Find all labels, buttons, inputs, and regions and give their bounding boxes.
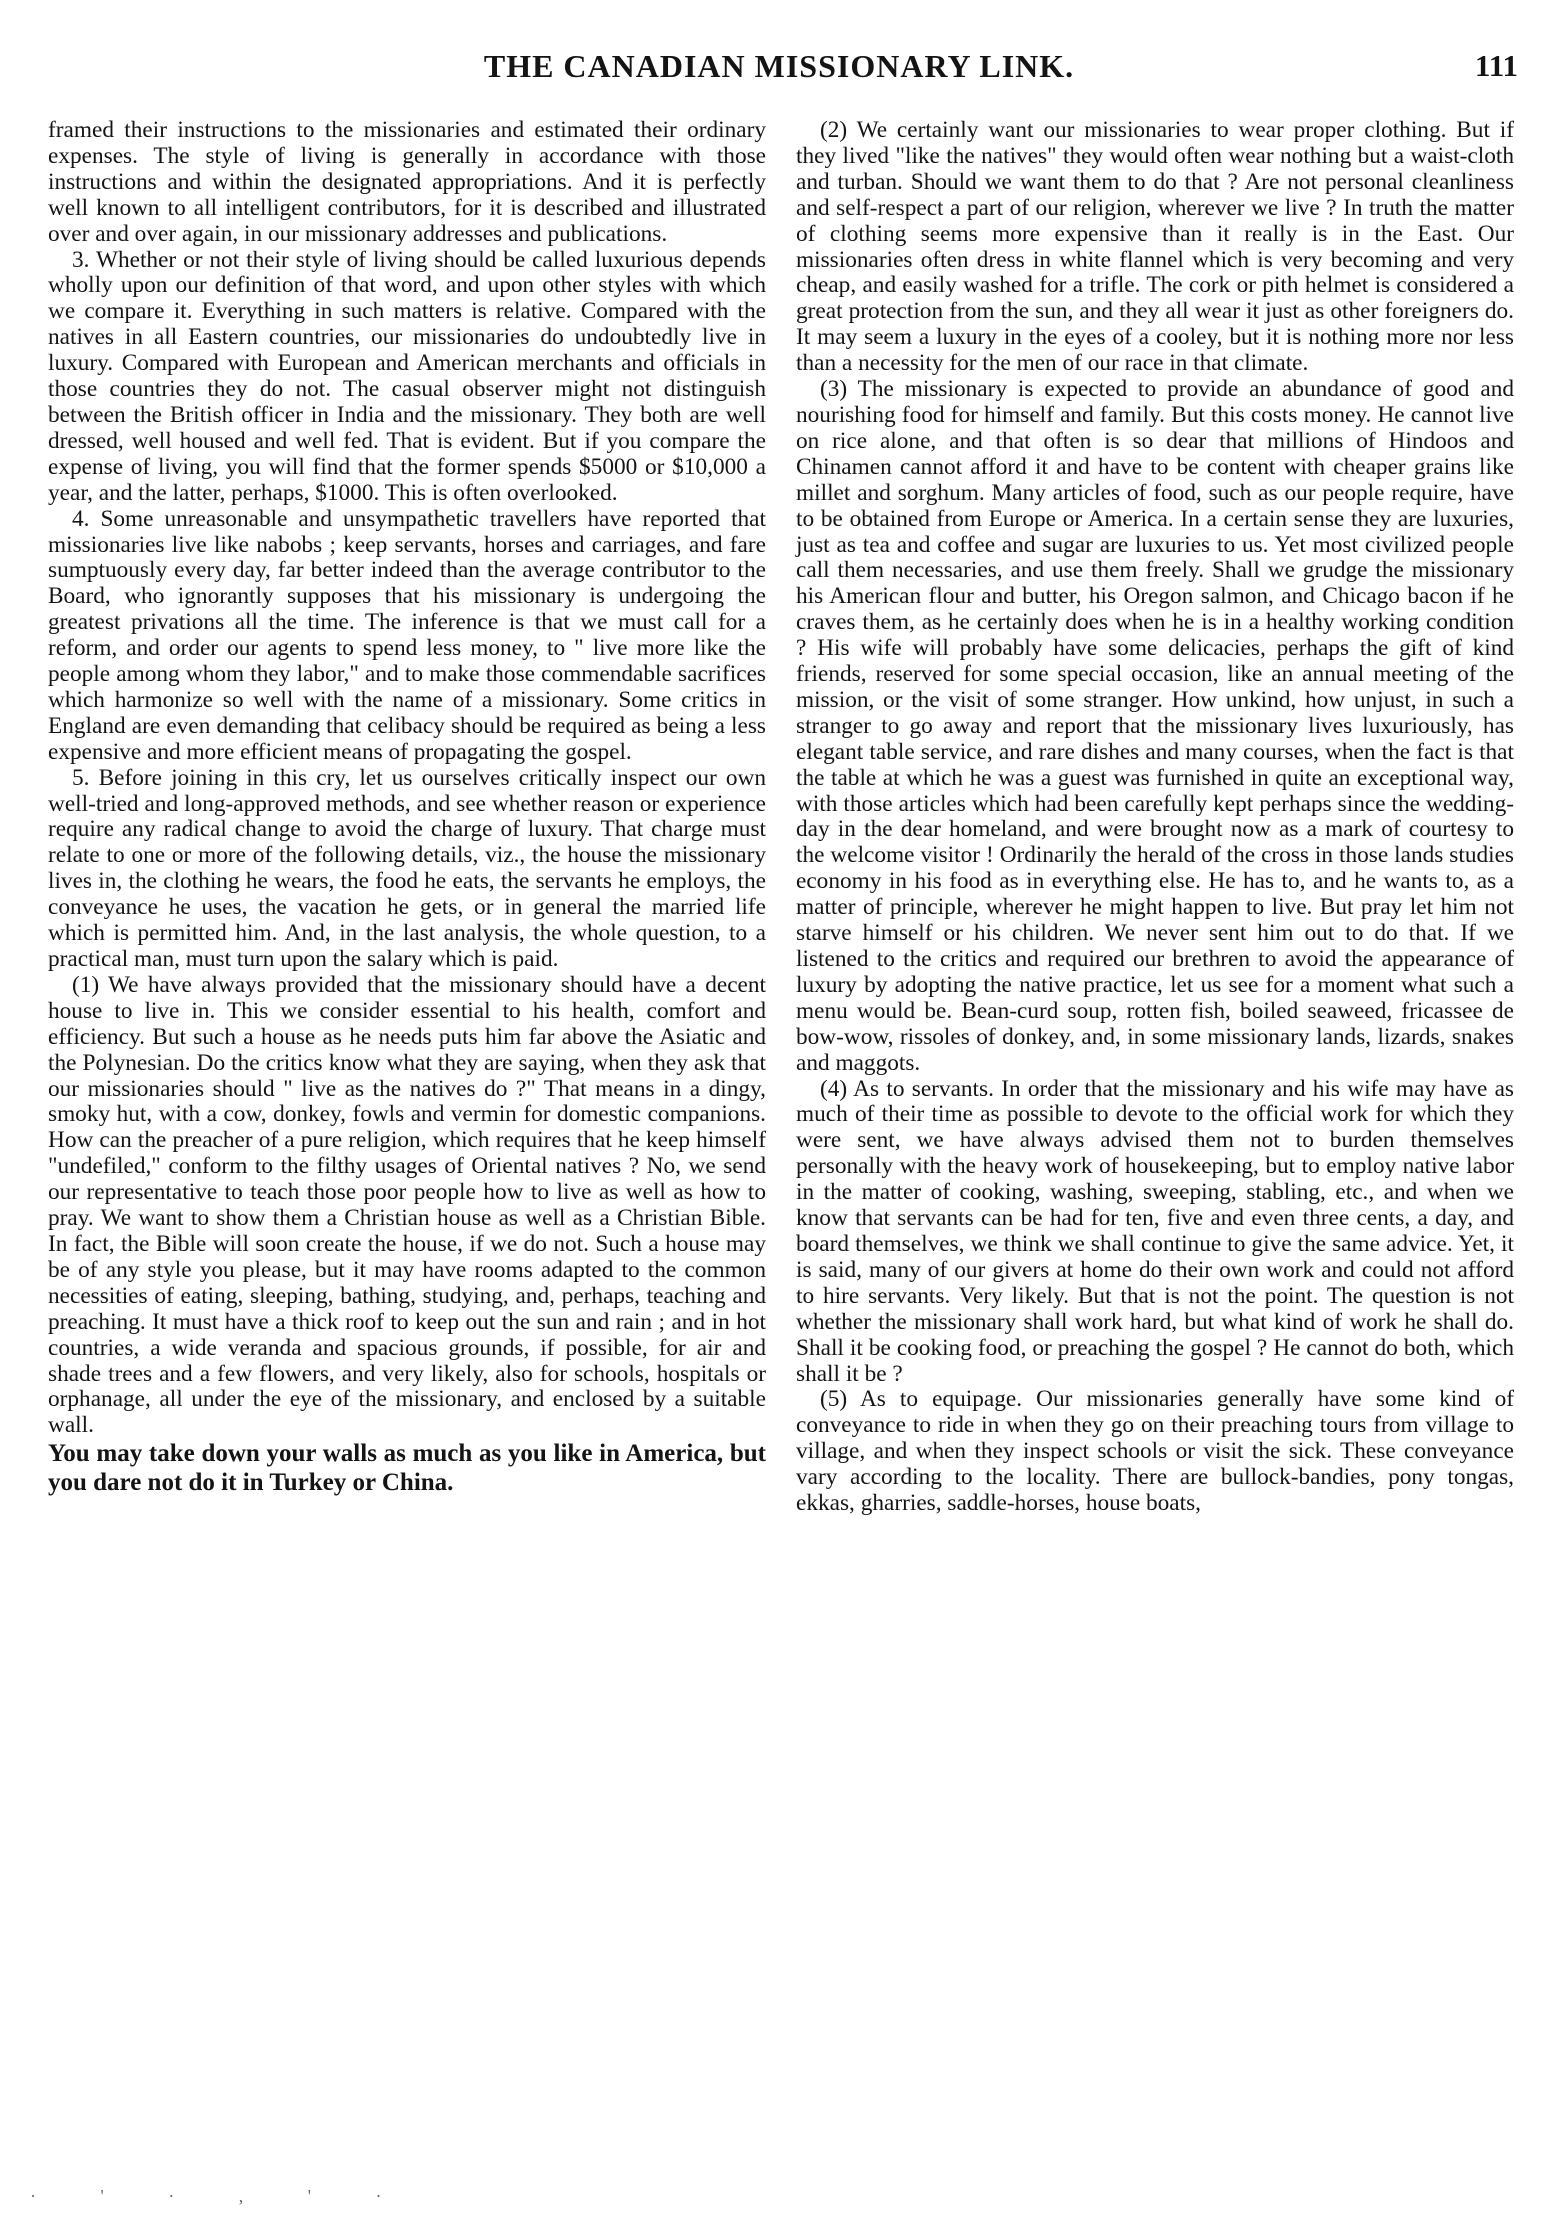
paragraph: (3) The missionary is expected to provide an abundance of good and nourishing food for himself and family. But this costs money. He cannot live on rice alone, and that often is so dear that millions of Hindoos and Chinamen cannot afford it and have to be content with cheaper grains like millet and sorghum. Many articles of food, such as our people require, have to be obtained from Europe or America. In a certain sense they are luxuries, just as tea and coffee and sugar are luxuries to us. Yet most civilized people call them necessaries, and use them freely. Shall we grudge the missionary his American flour and butter, his Oregon salmon, and Chicago bacon if he craves them, as he certainly does when he is in a healthy working condition ? His wife will probably have some delicacies, perhaps the gift of kind friends, reserved for some special occasion, like an annual meeting of the mission, or the visit of some stranger. How unkind, how unjust, in such a stranger to go away and report that the missionary lives luxuriously, has elegant table service, and rare dishes and many courses, when the fact is that the table at which he was a guest was furnished in quite an exceptional way, with those articles which had been carefully kept perhaps since the wedding-day in the dear homeland, and were brought now as a mark of courtesy to the welcome visitor ! Ordinarily the herald of the cross in those lands studies economy in his food as in everything else. He has to, and he wants to, as a matter of principle, wherever he might happen to live. But pray let him not starve himself or his children. We never sent him out to do that. If we listened to the critics and required our brethren to avoid the appearance of luxury by adopting the native practice, let us see for a moment what such a menu would be. Bean-curd soup, rotten fish, boiled seaweed, fricassee de bow-wow, rissoles of donkey, and, in some missionary lands, lizards, snakes and maggots. [796,376,1514,1076]
paragraph: 4. Some unreasonable and unsympathetic travellers have reported that missionaries live like nabobs ; keep servants, horses and carriages, and fare sumptuously every day, far better indeed than the average contributor to the Board, who ignorantly supposes that his missionary is undergoing the greatest privations all the time. The inference is that we must call for a reform, and order our agents to spend less money, to " live more like the people among whom they labor," and to make those commendable sacrifices which harmonize so well with the name of a missionary. Some critics in England are even demanding that celibacy should be required as being a less expensive and more efficient means of propagating the gospel. [48,505,766,765]
scan-artifact-marks: · ' · , ' · [30,2186,412,2206]
page-number: 111 [1474,48,1518,83]
paragraph: (4) As to servants. In order that the missionary and his wife may have as much of their time as possible to devote to the official work for which they were sent, we have always advised them not to burden themselves personally with the heavy work of housekeeping, but to employ native labor in the matter of cooking, washing, sweeping, stabling, etc., and when we know that servants can be had for ten, five and even three cents, a day, and board themselves, we think we shall continue to give the same advice. Yet, it is said, many of our givers at home do their own work and could not afford to hire servants. Very likely. But that is not the point. The question is not whether the missionary shall work hard, but what kind of work he shall do. Shall it be cooking food, or preaching the gospel ? He cannot do both, which shall it be ? [796,1075,1514,1387]
paragraph: (1) We have always provided that the missionary should have a decent house to live in. This we consider essential to his health, comfort and efficiency. But such a house as he needs puts him far above the Asiatic and the Polynesian. Do the critics know what they are saying, when they ask that our missionaries should " live as the natives do ?" That means in a dingy, smoky hut, with a cow, donkey, fowls and vermin for domestic companions. How can the preacher of a pure religion, which requires that he keep himself "undefiled," conform to the filthy usages of Oriental natives ? No, we send our representative to teach those poor people how to live as well as how to pray. We want to show them a Christian house as well as a Christian Bible. In fact, the Bible will soon create the house, if we do not. Such a house may be of any style you please, but it may have rooms adapted to the common necessities of eating, sleeping, bathing, studying, and, perhaps, teaching and preaching. It must have a thick roof to keep out the sun and rain ; and in hot countries, a wide veranda and spacious grounds, if possible, for air and shade trees and a few flowers, and very likely, also for schools, hospitals or orphanage, all under the eye of the missionary, and enclosed by a suitable wall. [48,971,766,1439]
paragraph: framed their instructions to the missionaries and estimated their ordinary expenses. The style of living is generally in accordance with those instructions and within the designated appropriations. And it is perfectly well known to all intelligent contributors, for it is described and illustrated over and over again, in our missionary addresses and publications. [48,117,766,247]
paragraph: 5. Before joining in this cry, let us ourselves critically inspect our own well-tried and long-approved methods, and see whether reason or experience require any radical change to avoid the charge of luxury. That charge must relate to one or more of the following details, viz., the house the missionary lives in, the clothing he wears, the food he eats, the servants he employs, the conveyance he uses, the vacation he gets, or in general the married life which is permitted him. And, in the last analysis, the whole question, to a practical man, must turn upon the salary which is paid. [48,764,766,972]
paragraph: 3. Whether or not their style of living should be called luxurious depends wholly upon our definition of that word, and upon other styles with which we compare it. Everything in such matters is relative. Compared with the natives in all Eastern countries, our missionaries do undoubtedly live in luxury. Compared with European and American merchants and officials in those countries they do not. The casual observer might not distinguish between the British officer in India and the missionary. They both are well dressed, well housed and well fed. That is evident. But if you compare the expense of living, you will find that the former spends $5000 or $10,000 a year, and the latter, perhaps, $1000. This is often overlooked. [48,246,766,506]
paragraph: (5) As to equipage. Our missionaries generally have some kind of conveyance to ride in when they go on their preaching tours from village to village, and when they inspect schools or visit the sick. These conveyance vary according to the locality. There are bullock-bandies, pony tongas, ekkas, gharries, saddle-horses, house boats, [796,1386,1514,1517]
right-column [796,118,1514,1517]
page-header [40,48,1518,98]
running-title: THE CANADIAN MISSIONARY LINK. [483,48,1075,84]
left-column [48,118,766,1497]
paragraph: (2) We certainly want our missionaries to wear proper clothing. But if they lived "like the natives" they would often wear nothing but a waist-cloth and turban. Should we want them to do that ? Are not personal cleanliness and self-respect a part of our religion, wherever we live ? In truth the matter of clothing seems more expensive than it really is in the East. Our missionaries often dress in white flannel which is very becoming and very cheap, and easily washed for a trifle. The cork or pith helmet is considered a great protection from the sun, and they all wear it just as other foreigners do. It may seem a luxury in the eyes of a cooley, but it is nothing more nor less than a necessity for the men of our race in that climate. [796,117,1514,377]
paragraph-bold-closing: You may take down your walls as much as you like in America, but you dare not do it in Turkey or China. [48,1440,766,1497]
